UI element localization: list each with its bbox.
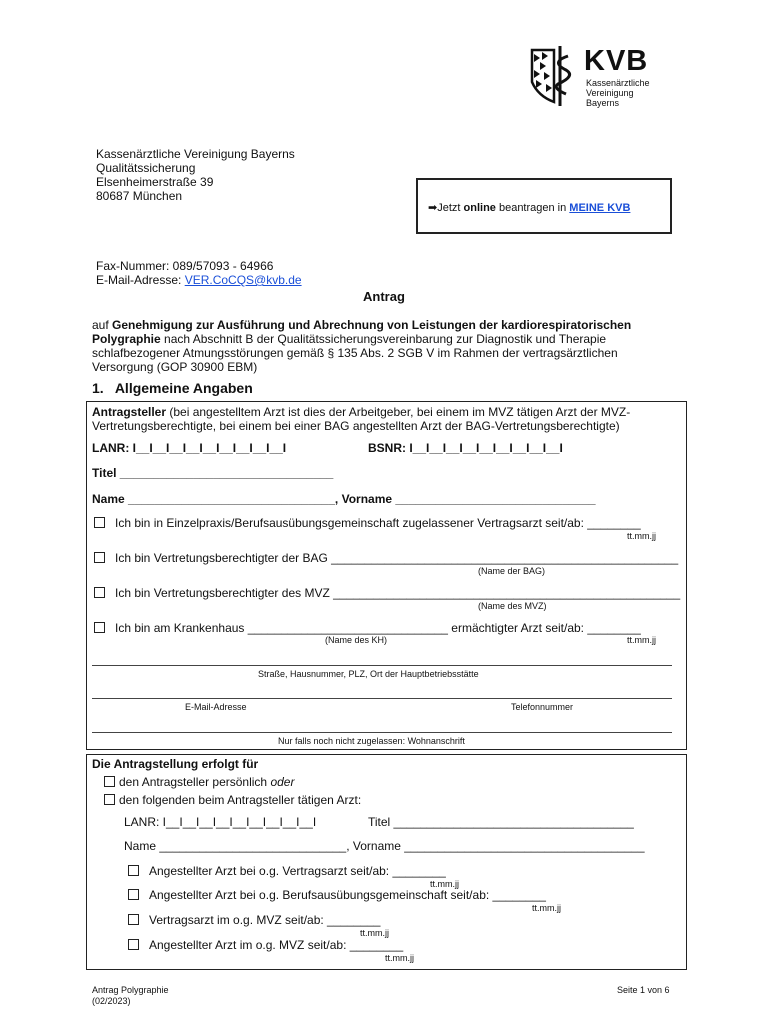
vorname-label: Vorname ______________________________ (341, 492, 596, 506)
name-label: Name _______________________________, (92, 492, 342, 506)
option-label: Ich bin in Einzelpraxis/Berufsausübungsgemeinschaft zugelassener Vertragsarzt seit/ab: ________ (115, 516, 641, 530)
section2-heading: Die Antragstellung erfolgt für (92, 757, 259, 771)
kvb-logo (528, 44, 668, 110)
footer-version: (02/2023) (92, 996, 131, 1006)
checkbox[interactable] (94, 552, 105, 563)
section1-heading: 1. Allgemeine Angaben (92, 380, 253, 396)
option-label: Angestellter Arzt im o.g. MVZ seit/ab: ________ (149, 938, 404, 952)
meine-kvb-link[interactable]: MEINE KVB (569, 202, 631, 214)
arrow-right-icon: ➡ (428, 202, 438, 214)
option-einzelpraxis[interactable] (94, 516, 641, 530)
date-hint: tt.mm.jj (532, 903, 561, 913)
checkbox[interactable] (94, 517, 105, 528)
address-line4: 80687 München (96, 189, 183, 203)
logo-line2: Vereinigung (586, 88, 634, 98)
name-field[interactable] (92, 492, 596, 506)
kh-hint: (Name des KH) (325, 635, 388, 645)
lanr-field[interactable]: LANR: I__I__I__I__I__I__I__I__I__I (92, 441, 287, 455)
option-angestellt-vertragsarzt[interactable] (128, 864, 446, 878)
option-oder: oder (270, 775, 295, 789)
mvz-hint: (Name des MVZ) (478, 601, 547, 611)
option-label: Ich bin Vertretungsberechtigter der BAG ____________________________________________________ (115, 551, 679, 565)
option-mvz[interactable] (94, 586, 680, 600)
option-angestellt-mvz[interactable] (128, 938, 403, 952)
option-label: den folgenden beim Antragsteller tätigen Arzt: (119, 793, 362, 807)
email-label: E-Mail-Adresse: (96, 273, 185, 287)
intro-line4: Versorgung (GOP 30900 EBM) (92, 360, 258, 374)
footer-left (92, 985, 169, 1007)
intro-bold2: Polygraphie (92, 332, 161, 346)
date-hint: tt.mm.jj (627, 635, 656, 645)
home-address-line[interactable] (92, 732, 672, 733)
option-label: Angestellter Arzt bei o.g. Vertragsarzt seit/ab: ________ (149, 864, 446, 878)
recipient-address (96, 147, 295, 203)
option-persoenlich[interactable] (104, 775, 294, 789)
option-bag[interactable] (94, 551, 678, 565)
checkbox[interactable] (128, 939, 139, 950)
home-hint: Nur falls noch nicht zugelassen: Wohnanschrift (278, 736, 465, 746)
contact-block (96, 259, 302, 287)
footer-doc-name: Antrag Polygraphie (92, 985, 169, 995)
intro-rest2: nach Abschnitt B der Qualitätssicherungsvereinbarung zur Diagnostik und Therapie (160, 332, 607, 346)
address-line2: Qualitätssicherung (96, 161, 196, 175)
antragsteller-text (92, 405, 630, 433)
bag-hint: (Name der BAG) (478, 566, 546, 576)
email-phone-line[interactable] (92, 698, 672, 699)
address-line[interactable] (92, 665, 672, 666)
option-label: Ich bin Vertretungsberechtigter des MVZ ____________________________________________________ (115, 586, 681, 600)
titel-field[interactable]: Titel ________________________________ (92, 466, 334, 480)
fax-number: Fax-Nummer: 089/57093 - 64966 (96, 259, 274, 273)
option-label: Vertragsarzt im o.g. MVZ seit/ab: ________ (149, 913, 381, 927)
option-vertragsarzt-mvz[interactable] (128, 913, 380, 927)
intro-bold1: Genehmigung zur Ausführung und Abrechnung von Leistungen der kardiorespiratorischen (112, 318, 632, 332)
antragsteller-line2: Vertretungsberechtigte, bei einem bei einer BAG angestellten Arzt der BAG-Vertretungsberechtigte) (92, 419, 620, 433)
address-hint: Straße, Hausnummer, PLZ, Ort der Hauptbetriebsstätte (258, 669, 479, 679)
intro-paragraph (92, 318, 680, 374)
option-folgender-arzt[interactable] (104, 793, 361, 807)
arzt-titel-field[interactable]: Titel ____________________________________ (368, 815, 634, 829)
date-hint: tt.mm.jj (627, 531, 656, 541)
date-hint: tt.mm.jj (385, 953, 414, 963)
option-krankenhaus[interactable] (94, 621, 641, 635)
option-label: den Antragsteller persönlich (119, 775, 271, 789)
page-title: Antrag (363, 289, 405, 304)
logo-line1: Kassenärztliche (586, 78, 650, 88)
arzt-name-field[interactable]: Name ____________________________, Vorname ____________________________________ (124, 839, 645, 853)
checkbox[interactable] (104, 776, 115, 787)
checkbox[interactable] (94, 622, 105, 633)
checkbox[interactable] (94, 587, 105, 598)
kvb-emblem-icon (528, 44, 580, 108)
option-label: Angestellter Arzt bei o.g. Berufsausübungsgemeinschaft seit/ab: ________ (149, 888, 546, 902)
email-hint: E-Mail-Adresse (185, 702, 247, 712)
address-line3: Elsenheimerstraße 39 (96, 175, 214, 189)
option-angestellt-bag[interactable] (128, 888, 546, 902)
arzt-lanr-field[interactable]: LANR: I__I__I__I__I__I__I__I__I__I (124, 815, 317, 829)
logo-line3: Bayerns (586, 98, 620, 108)
checkbox[interactable] (128, 914, 139, 925)
checkbox[interactable] (128, 865, 139, 876)
address-line1: Kassenärztliche Vereinigung Bayerns (96, 147, 295, 161)
date-hint: tt.mm.jj (430, 879, 459, 889)
online-middle: beantragen in (495, 202, 570, 214)
page-number: Seite 1 von 6 (617, 985, 670, 995)
antragsteller-rest: (bei angestelltem Arzt ist dies der Arbeitgeber, bei einem im MVZ tätigen Arzt der MVZ- (166, 405, 631, 419)
online-bold: online (463, 202, 496, 214)
online-apply-box (416, 178, 672, 234)
checkbox[interactable] (104, 794, 115, 805)
intro-line3: schlafbezogener Atmungsstörungen gemäß § 135 Abs. 2 SGB V im Rahmen der vertragsärztlichen (92, 346, 618, 360)
online-prefix: Jetzt (437, 202, 464, 214)
bsnr-field[interactable]: BSNR: I__I__I__I__I__I__I__I__I__I (368, 441, 563, 455)
email-link[interactable]: VER.CoCQS@kvb.de (184, 273, 302, 287)
option-label: Ich bin am Krankenhaus ______________________________ ermächtigter Arzt seit/ab: ________ (115, 621, 641, 635)
intro-prefix: auf (92, 318, 113, 332)
checkbox[interactable] (128, 889, 139, 900)
antragsteller-bold: Antragsteller (92, 405, 167, 419)
logo-acronym: KVB (584, 45, 649, 77)
phone-hint: Telefonnummer (511, 702, 574, 712)
date-hint: tt.mm.jj (360, 928, 389, 938)
online-apply-text (428, 201, 630, 214)
